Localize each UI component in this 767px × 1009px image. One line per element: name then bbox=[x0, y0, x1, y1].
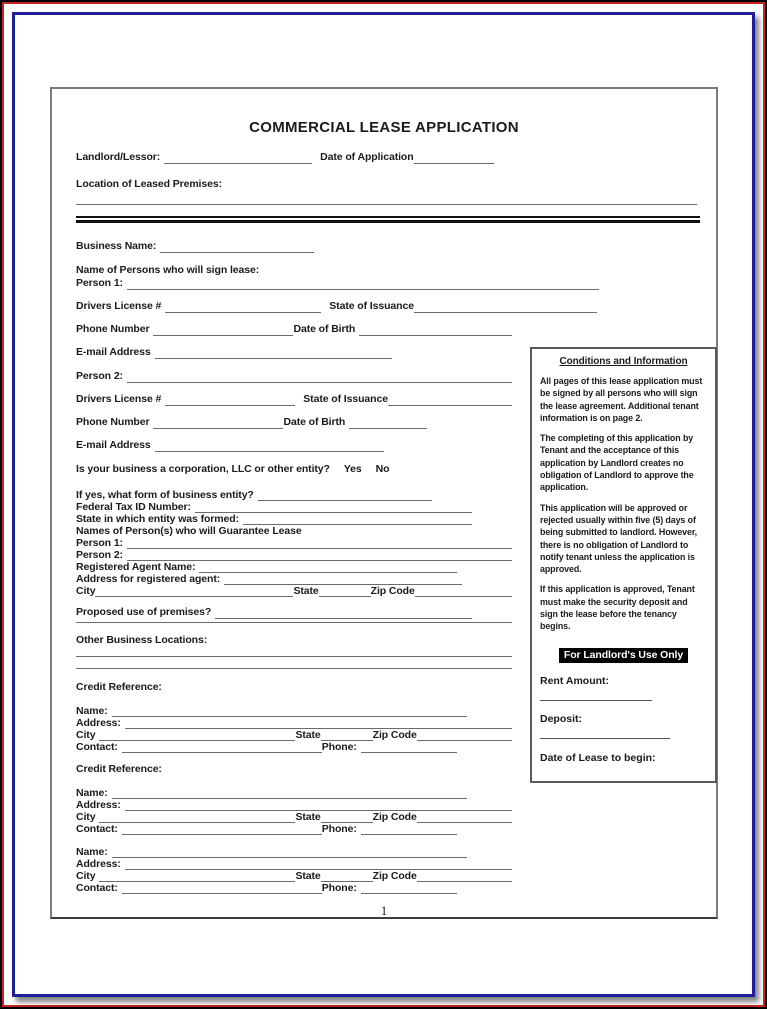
phone-label: Phone: bbox=[321, 882, 357, 894]
credit1-name-row bbox=[76, 705, 467, 717]
state-of-issuance-label: State of Issuance bbox=[329, 300, 414, 312]
zip-label: Zip Code bbox=[372, 870, 417, 882]
page-title: COMMERCIAL LEASE APPLICATION bbox=[249, 119, 519, 136]
location-field bbox=[76, 204, 697, 205]
federal-tax-id-row bbox=[76, 501, 472, 513]
drivers-license-field bbox=[165, 301, 321, 313]
proposed-use-field-line2 bbox=[76, 622, 512, 623]
state-field bbox=[321, 811, 373, 823]
rent-amount-field bbox=[540, 700, 652, 701]
state-formed-field bbox=[243, 513, 472, 525]
credit2-name-row bbox=[76, 787, 467, 799]
entity-question-label: Is your business a corporation, LLC or other entity? bbox=[76, 463, 330, 475]
name-field bbox=[112, 846, 467, 858]
name-label: Name: bbox=[76, 705, 108, 717]
guarantee-label: Names of Person(s) who will Guarantee Lease bbox=[76, 525, 302, 537]
person2-row bbox=[76, 370, 512, 383]
person1-label: Person 1: bbox=[76, 537, 123, 549]
guarantee-person2-field bbox=[127, 549, 512, 561]
registered-agent-label: Registered Agent Name: bbox=[76, 561, 196, 573]
date-of-birth-label: Date of Birth bbox=[293, 323, 356, 335]
zip-label: Zip Code bbox=[370, 585, 415, 597]
entity-yes-option: Yes bbox=[343, 463, 362, 475]
drivers-license-row-1 bbox=[76, 300, 597, 313]
federal-tax-id-label: Federal Tax ID Number: bbox=[76, 501, 191, 513]
name-label: Name: bbox=[76, 787, 108, 799]
date-of-birth-label: Date of Birth bbox=[283, 416, 346, 428]
address-label: Address: bbox=[76, 858, 121, 870]
conditions-panel bbox=[530, 347, 717, 783]
phone-row-2 bbox=[76, 416, 427, 429]
landlord-label: Landlord/Lessor: bbox=[76, 151, 161, 163]
name-field bbox=[112, 787, 467, 799]
credit2-address-row bbox=[76, 799, 512, 811]
credit-reference-label: Credit Reference: bbox=[76, 763, 162, 775]
deposit-label: Deposit: bbox=[540, 712, 582, 725]
landlord-use-only-banner: For Landlord's Use Only bbox=[559, 648, 688, 663]
document-background bbox=[16, 16, 751, 993]
entity-form-row bbox=[76, 489, 432, 501]
state-formed-label: State in which entity was formed: bbox=[76, 513, 239, 525]
registered-agent-row bbox=[76, 561, 457, 573]
agent-address-field bbox=[224, 573, 462, 585]
city-field bbox=[95, 585, 293, 597]
blue-frame bbox=[12, 12, 755, 997]
business-name-field bbox=[160, 241, 314, 253]
credit1-address-row bbox=[76, 717, 512, 729]
email-field bbox=[155, 440, 384, 452]
drivers-license-field bbox=[165, 394, 295, 406]
credit3-city-row bbox=[76, 870, 512, 882]
state-formed-row bbox=[76, 513, 472, 525]
date-of-birth-field bbox=[349, 417, 427, 429]
zip-field bbox=[415, 585, 512, 597]
zip-field bbox=[417, 870, 512, 882]
sign-lease-label: Name of Persons who will sign lease: bbox=[76, 264, 260, 276]
state-label: State bbox=[295, 729, 321, 741]
other-locations-line1 bbox=[76, 656, 512, 657]
phone-number-field bbox=[153, 417, 283, 429]
location-label-row bbox=[76, 178, 716, 191]
state-label: State bbox=[293, 585, 319, 597]
proposed-use-row bbox=[76, 606, 472, 619]
contact-field bbox=[122, 741, 322, 753]
zip-field bbox=[417, 811, 512, 823]
zip-field bbox=[417, 729, 512, 741]
state-field bbox=[321, 870, 373, 882]
phone-field bbox=[361, 823, 457, 835]
state-field bbox=[321, 729, 373, 741]
rent-amount-label: Rent Amount: bbox=[540, 674, 610, 687]
name-label: Name: bbox=[76, 846, 108, 858]
other-locations-label: Other Business Locations: bbox=[76, 634, 208, 646]
guarantee-person1-row bbox=[76, 537, 512, 549]
entity-form-field bbox=[258, 489, 432, 501]
person1-row bbox=[76, 277, 599, 290]
city-label: City bbox=[76, 811, 96, 823]
phone-label: Phone: bbox=[321, 823, 357, 835]
phone-number-label: Phone Number bbox=[76, 323, 150, 335]
page-number: 1 bbox=[380, 903, 388, 918]
registered-agent-field bbox=[199, 561, 457, 573]
person2-label: Person 2: bbox=[76, 549, 123, 561]
credit2-city-row bbox=[76, 811, 512, 823]
address-label: Address: bbox=[76, 717, 121, 729]
credit2-contact-row bbox=[76, 823, 457, 835]
credit1-contact-row bbox=[76, 741, 457, 753]
state-of-issuance-field bbox=[388, 394, 512, 406]
name-field bbox=[112, 705, 467, 717]
agent-address-label: Address for registered agent: bbox=[76, 573, 221, 585]
address-field bbox=[125, 858, 512, 870]
city-field bbox=[99, 811, 295, 823]
date-of-birth-field bbox=[359, 324, 512, 336]
conditions-paragraph: If this application is approved, Tenant must make the security deposit and sign the lease before the tenancy begins. bbox=[540, 584, 695, 632]
business-name-label: Business Name: bbox=[76, 240, 157, 252]
credit1-city-row bbox=[76, 729, 512, 741]
business-name-row bbox=[76, 240, 314, 253]
conditions-paragraph: All pages of this lease application must be signed by all persons who will sign the lease agreement. Additional tenant information is on page 2. bbox=[540, 376, 703, 423]
phone-field bbox=[361, 882, 457, 894]
email-label: E-mail Address bbox=[76, 439, 151, 451]
contact-field bbox=[122, 882, 322, 894]
phone-field bbox=[361, 741, 457, 753]
entity-no-option: No bbox=[375, 463, 390, 475]
city-label: City bbox=[76, 729, 96, 741]
entity-form-label: If yes, what form of business entity? bbox=[76, 489, 254, 501]
location-label: Location of Leased Premises: bbox=[76, 178, 222, 190]
contact-label: Contact: bbox=[76, 741, 118, 753]
state-label: State bbox=[295, 870, 321, 882]
person2-label: Person 2: bbox=[76, 370, 123, 382]
city-label: City bbox=[76, 585, 96, 597]
email-field bbox=[155, 347, 392, 359]
date-of-application-label: Date of Application bbox=[320, 151, 414, 163]
conditions-paragraph: The completing of this application by Tenant and the acceptance of this application by Landlord creates no obligation of Landlord to approve the application. bbox=[540, 433, 694, 493]
federal-tax-id-field bbox=[195, 501, 472, 513]
credit-reference-label: Credit Reference: bbox=[76, 681, 162, 693]
city-label: City bbox=[76, 870, 96, 882]
landlord-field bbox=[164, 152, 312, 164]
drivers-license-label: Drivers License # bbox=[76, 300, 162, 312]
drivers-license-row-2 bbox=[76, 393, 512, 406]
phone-number-field bbox=[153, 324, 293, 336]
state-of-issuance-field bbox=[414, 301, 597, 313]
contact-label: Contact: bbox=[76, 882, 118, 894]
state-field bbox=[319, 585, 371, 597]
person2-field bbox=[127, 371, 512, 383]
phone-number-label: Phone Number bbox=[76, 416, 150, 428]
state-label: State bbox=[295, 811, 321, 823]
address-label: Address: bbox=[76, 799, 121, 811]
city-field bbox=[99, 870, 295, 882]
agent-address-row bbox=[76, 573, 462, 585]
credit3-contact-row bbox=[76, 882, 457, 894]
credit3-name-row bbox=[76, 846, 467, 858]
sign-lease-label-row bbox=[76, 264, 716, 277]
deposit-field bbox=[540, 738, 670, 739]
email-label: E-mail Address bbox=[76, 346, 151, 358]
conditions-paragraph: This application will be approved or rejected usually within five (5) days of being submitted to landlord. However, there is no obligation of Landlord to notify tenant unless the application is approved. bbox=[540, 502, 698, 575]
proposed-use-label: Proposed use of premises? bbox=[76, 606, 212, 618]
zip-label: Zip Code bbox=[372, 729, 417, 741]
proposed-use-field bbox=[215, 607, 472, 619]
state-of-issuance-label: State of Issuance bbox=[303, 393, 388, 405]
address-field bbox=[125, 799, 512, 811]
landlord-row bbox=[76, 151, 494, 164]
lease-begin-label: Date of Lease to begin: bbox=[540, 751, 656, 764]
city-field bbox=[99, 729, 295, 741]
red-frame bbox=[2, 2, 765, 1007]
entity-city-row bbox=[76, 585, 512, 597]
email-row-1 bbox=[76, 346, 392, 359]
date-of-application-field bbox=[414, 152, 494, 164]
form-page bbox=[50, 87, 718, 919]
address-field bbox=[125, 717, 512, 729]
phone-row-1 bbox=[76, 323, 512, 336]
conditions-title: Conditions and Information bbox=[559, 356, 688, 367]
email-row-2 bbox=[76, 439, 384, 452]
phone-label: Phone: bbox=[321, 741, 357, 753]
zip-label: Zip Code bbox=[372, 811, 417, 823]
credit3-address-row bbox=[76, 858, 512, 870]
guarantee-person2-row bbox=[76, 549, 512, 561]
person1-field bbox=[127, 278, 599, 290]
contact-label: Contact: bbox=[76, 823, 118, 835]
section-divider-rule bbox=[76, 216, 700, 223]
guarantee-person1-field bbox=[127, 537, 512, 549]
other-locations-line2 bbox=[76, 668, 512, 669]
contact-field bbox=[122, 823, 322, 835]
person1-label: Person 1: bbox=[76, 277, 123, 289]
drivers-license-label: Drivers License # bbox=[76, 393, 162, 405]
